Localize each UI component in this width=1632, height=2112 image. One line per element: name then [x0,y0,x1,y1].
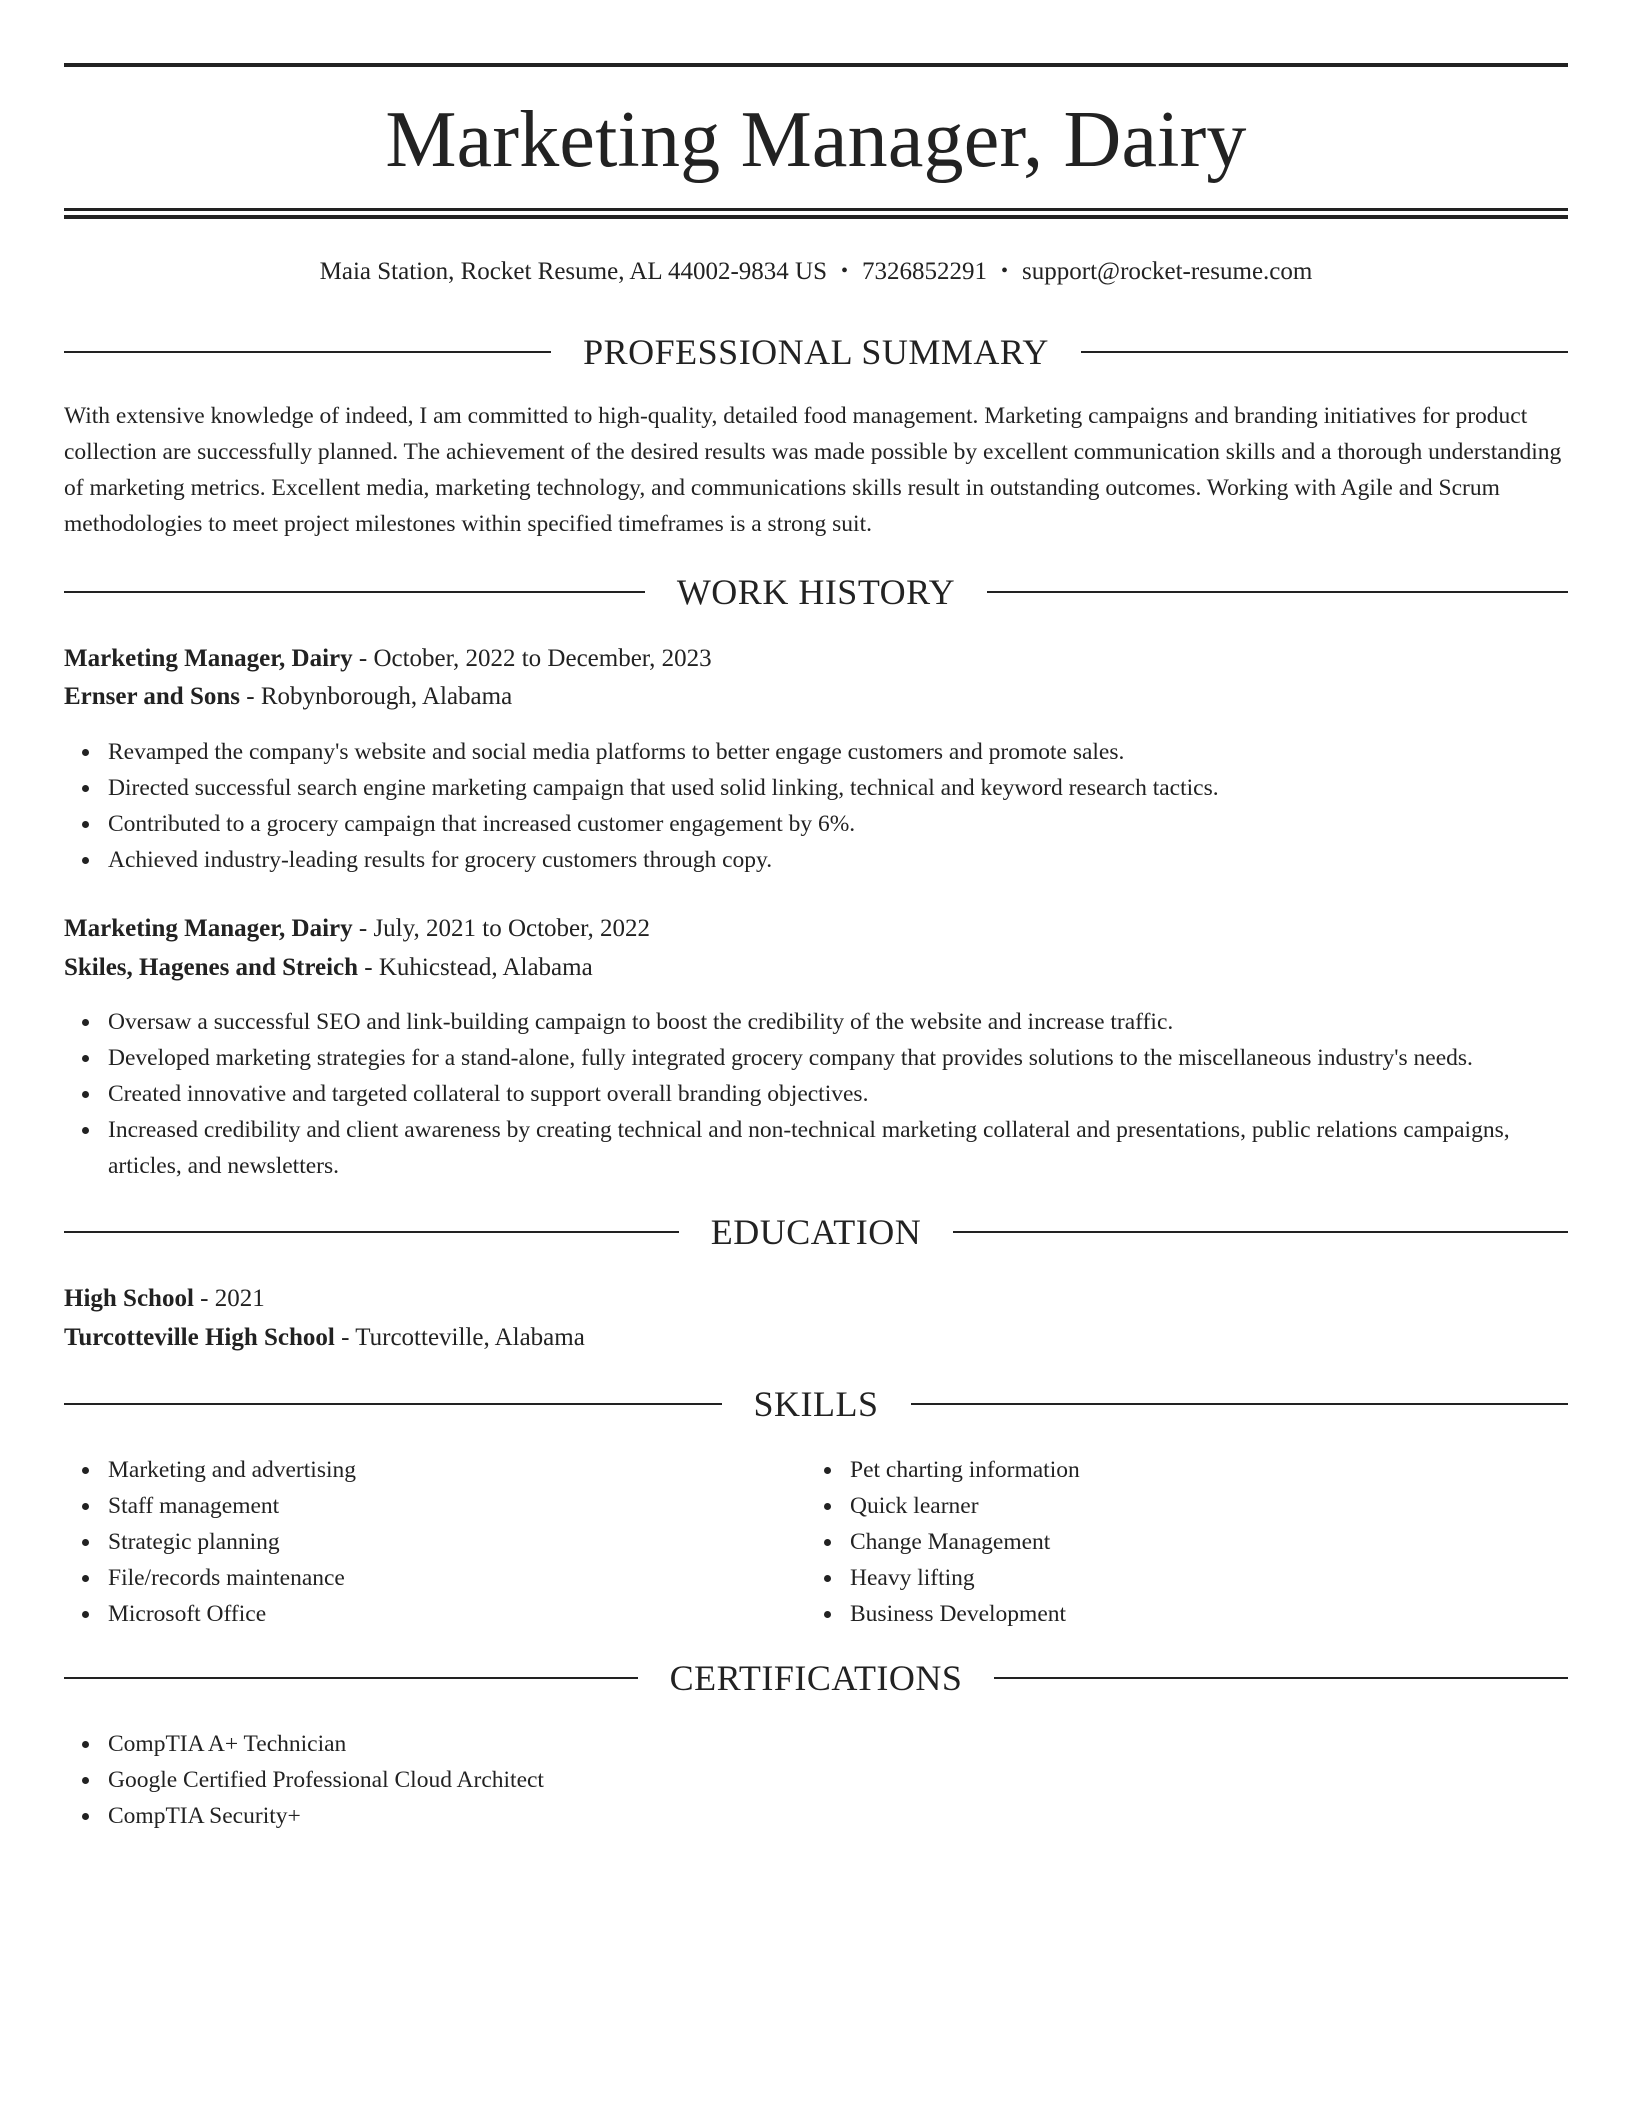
list-item: File/records maintenance [108,1560,808,1596]
header-rule-lower [64,215,1568,219]
heading-rule [64,1403,722,1405]
job-title: Marketing Manager, Dairy [64,645,353,672]
list-item: Strategic planning [108,1524,808,1560]
list-item: CompTIA Security+ [108,1798,1568,1834]
contact-address: Maia Station, Rocket Resume, AL 44002-9834 US [319,258,828,285]
section-title: CERTIFICATIONS [669,1658,963,1698]
job-location: - Robynborough, Alabama [240,683,513,710]
job-title: Marketing Manager, Dairy [64,915,353,942]
contact-line [64,255,1568,290]
list-item: Pet charting information [850,1452,1550,1488]
list-item: Microsoft Office [108,1596,808,1632]
contact-phone: 7326852291 [862,258,988,285]
list-item: Marketing and advertising [108,1452,808,1488]
education-year: - 2021 [193,1285,265,1312]
summary-paragraph: With extensive knowledge of indeed, I am committed to high-quality, detailed food management. Marketing campaigns and branding initiatives for product collection are successfully planned. The achievement of the desired results was made possible by excellent communication skills and a thorough understanding of marketing metrics. Excellent media, marketing technology, and communications skills result in outstanding outcomes. Working with Agile and Scrum methodologies to meet project milestones within specified timeframes is a strong suit. [64,403,1562,537]
section-title: PROFESSIONAL SUMMARY [583,332,1049,372]
list-item: Oversaw a successful SEO and link-building campaign to boost the credibility of the website and increase traffic. [108,1004,1568,1040]
section-heading-skills [64,1382,1568,1426]
job-bullets [64,734,1568,878]
header-rule-upper [64,208,1568,211]
job-dates: - October, 2022 to December, 2023 [352,645,712,672]
contact-email: support@rocket-resume.com [1022,258,1313,285]
education-school: Turcotteville High School [64,1324,335,1351]
heading-rule [1081,351,1568,353]
education-school-line [64,1320,585,1356]
list-item: Staff management [108,1488,808,1524]
job-dates: - July, 2021 to October, 2022 [352,915,650,942]
section-title: EDUCATION [710,1212,922,1252]
section-heading-education [64,1210,1568,1254]
heading-rule [64,351,551,353]
list-item: Contributed to a grocery campaign that increased customer engagement by 6%. [108,806,1568,842]
heading-rule [64,591,645,593]
list-item: Heavy lifting [850,1560,1550,1596]
contact-separator: • [1001,260,1009,282]
list-item: Created innovative and targeted collateral to support overall branding objectives. [108,1076,1568,1112]
education-degree: High School [64,1285,194,1312]
list-item: Revamped the company's website and social media platforms to better engage customers and promote sales. [108,734,1568,770]
skills-list-right [806,1452,1550,1632]
job-title-line [64,641,712,677]
job-bullets [64,1004,1568,1184]
job-title-line [64,911,650,947]
list-item: Google Certified Professional Cloud Architect [108,1762,1568,1798]
job-company-line [64,950,593,986]
list-item: CompTIA A+ Technician [108,1726,1568,1762]
heading-rule [953,1231,1568,1233]
list-item: Achieved industry-leading results for grocery customers through copy. [108,842,1568,878]
list-item: Developed marketing strategies for a stand-alone, fully integrated grocery company that provides solutions to the miscellaneous industry's needs. [108,1040,1568,1076]
certifications-list [64,1726,1568,1834]
skills-list-left [64,1452,808,1632]
contact-separator: • [841,260,849,282]
heading-rule [994,1677,1568,1679]
heading-rule [911,1403,1569,1405]
list-item: Change Management [850,1524,1550,1560]
heading-rule [64,1677,638,1679]
list-item: Business Development [850,1596,1550,1632]
header-top-rule [64,63,1568,67]
heading-rule [64,1231,679,1233]
education-degree-line [64,1281,265,1317]
list-item: Quick learner [850,1488,1550,1524]
list-item: Directed successful search engine marketing campaign that used solid linking, technical and keyword research tactics. [108,770,1568,806]
section-title: WORK HISTORY [676,572,956,612]
section-heading-work-history [64,570,1568,614]
section-heading-summary [64,330,1568,374]
job-company: Ernser and Sons [64,683,240,710]
job-location: - Kuhicstead, Alabama [358,954,593,981]
education-location: - Turcotteville, Alabama [334,1324,585,1351]
list-item: Increased credibility and client awareness by creating technical and non-technical marketing collateral and presentations, public relations campaigns, articles, and newsletters. [108,1112,1568,1184]
section-title: SKILLS [753,1384,879,1424]
job-company-line [64,679,512,715]
job-company: Skiles, Hagenes and Streich [64,954,359,981]
resume-title: Marketing Manager, Dairy [385,96,1247,184]
section-heading-certifications [64,1656,1568,1700]
heading-rule [987,591,1568,593]
